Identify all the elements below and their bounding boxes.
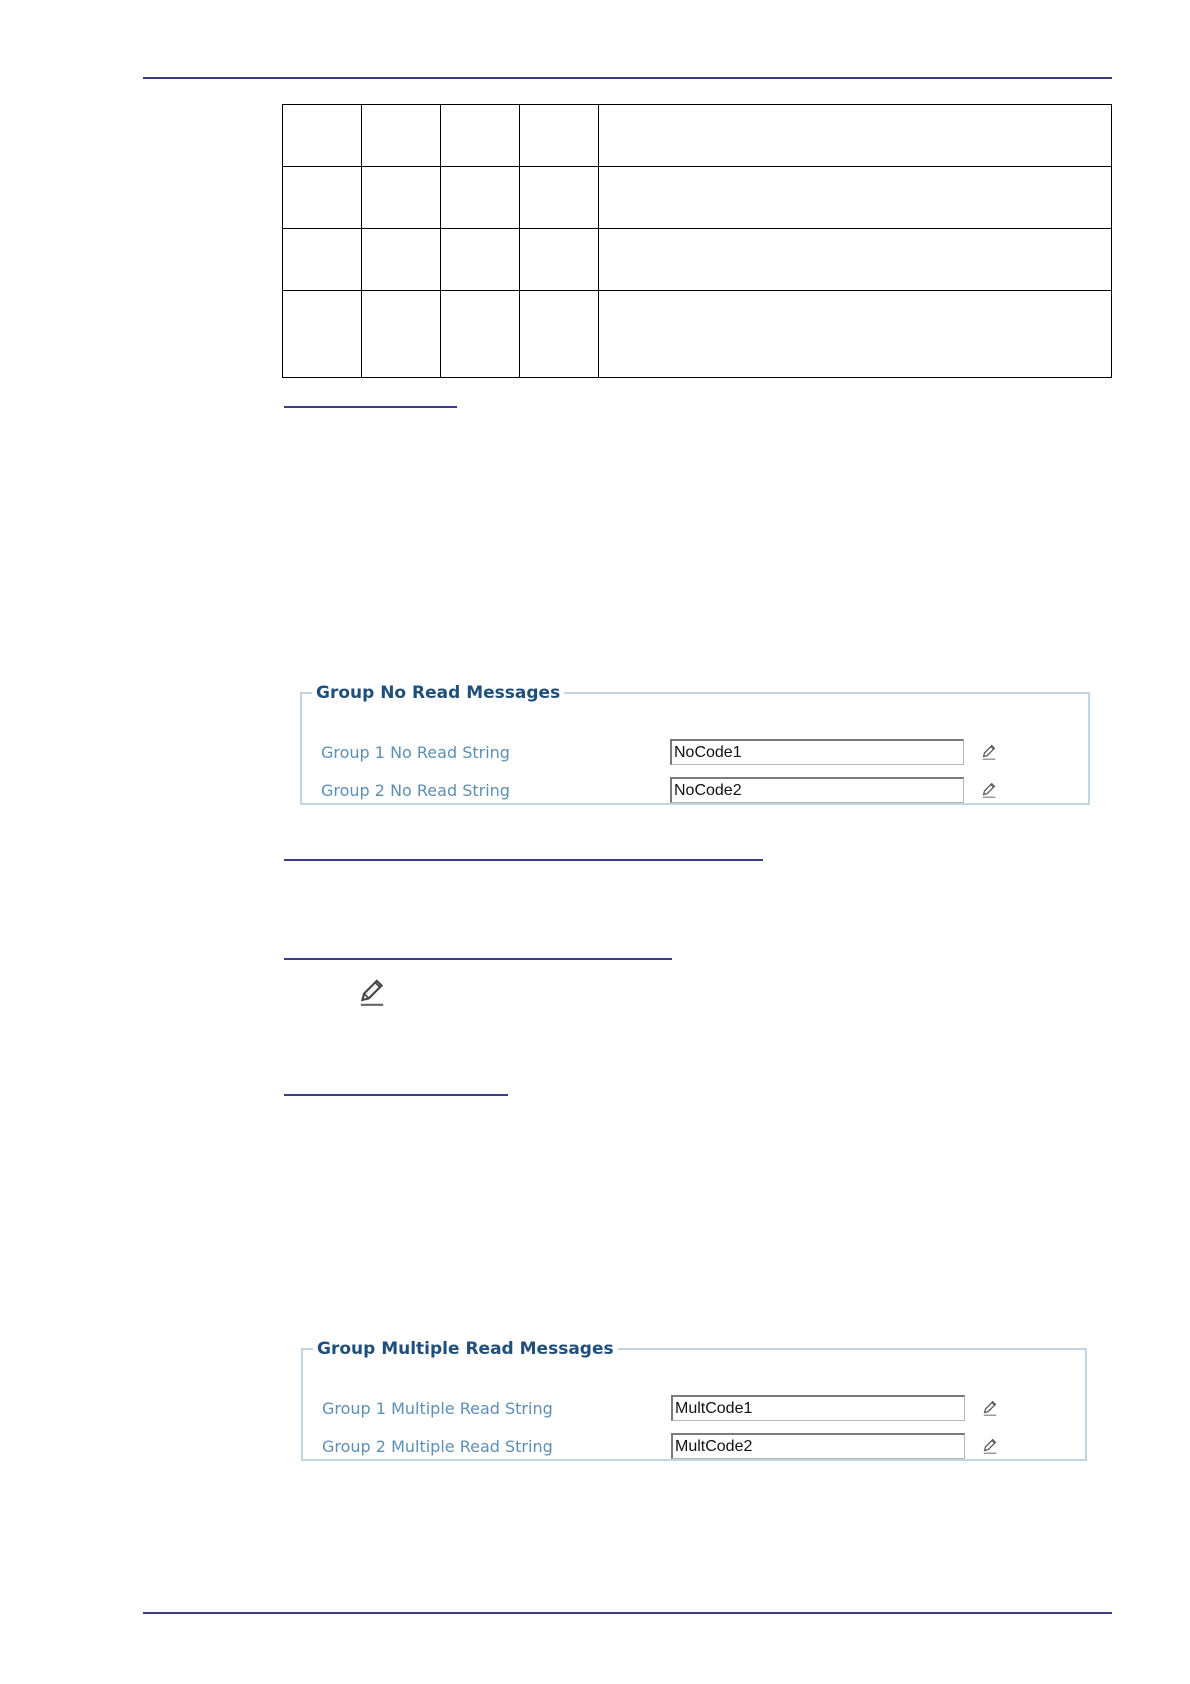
table-row (283, 167, 1112, 229)
panel-title: Group No Read Messages (316, 683, 561, 703)
pencil-icon[interactable] (981, 1399, 999, 1417)
table-cell (520, 291, 599, 378)
table-cell (362, 291, 441, 378)
field-label: Group 2 Multiple Read String (322, 1437, 553, 1456)
pencil-icon[interactable] (981, 1437, 999, 1455)
table-row (283, 291, 1112, 378)
no-read-row-2 (302, 777, 1088, 805)
table-cell (362, 167, 441, 229)
link-underline[interactable] (284, 1094, 508, 1096)
table-cell (520, 229, 599, 291)
table-cell (283, 105, 362, 167)
panel-title: Group Multiple Read Messages (317, 1339, 614, 1359)
pencil-icon[interactable] (980, 743, 998, 761)
footer-rule (143, 1612, 1112, 1614)
table-cell (362, 105, 441, 167)
field-label: Group 1 No Read String (321, 743, 510, 762)
table-cell (599, 291, 1112, 378)
table-cell (283, 291, 362, 378)
table-cell (441, 105, 520, 167)
group-2-multiple-read-string-input[interactable] (671, 1433, 965, 1459)
link-underline[interactable] (284, 859, 763, 861)
field-label: Group 1 Multiple Read String (322, 1399, 553, 1418)
field-label: Group 2 No Read String (321, 781, 510, 800)
pencil-icon (356, 976, 388, 1008)
multiple-read-row-2 (303, 1433, 1085, 1461)
table-row (283, 105, 1112, 167)
table-cell (599, 229, 1112, 291)
table-row (283, 229, 1112, 291)
pencil-icon[interactable] (980, 781, 998, 799)
table-cell (362, 229, 441, 291)
table-cell (441, 291, 520, 378)
table-cell (599, 167, 1112, 229)
no-read-row-1 (302, 739, 1088, 767)
table-cell (599, 105, 1112, 167)
parameter-table (282, 104, 1112, 378)
table-cell (441, 167, 520, 229)
group-multiple-read-messages-panel (301, 1339, 1087, 1461)
header-rule (143, 77, 1112, 79)
group-1-no-read-string-input[interactable] (670, 739, 964, 765)
group-no-read-messages-panel (300, 683, 1090, 805)
group-1-multiple-read-string-input[interactable] (671, 1395, 965, 1421)
multiple-read-row-1 (303, 1395, 1085, 1423)
link-underline[interactable] (284, 958, 672, 960)
table-cell (520, 167, 599, 229)
table-cell (283, 167, 362, 229)
link-underline[interactable] (284, 406, 457, 408)
table-cell (283, 229, 362, 291)
table-cell (520, 105, 599, 167)
group-2-no-read-string-input[interactable] (670, 777, 964, 803)
table-cell (441, 229, 520, 291)
